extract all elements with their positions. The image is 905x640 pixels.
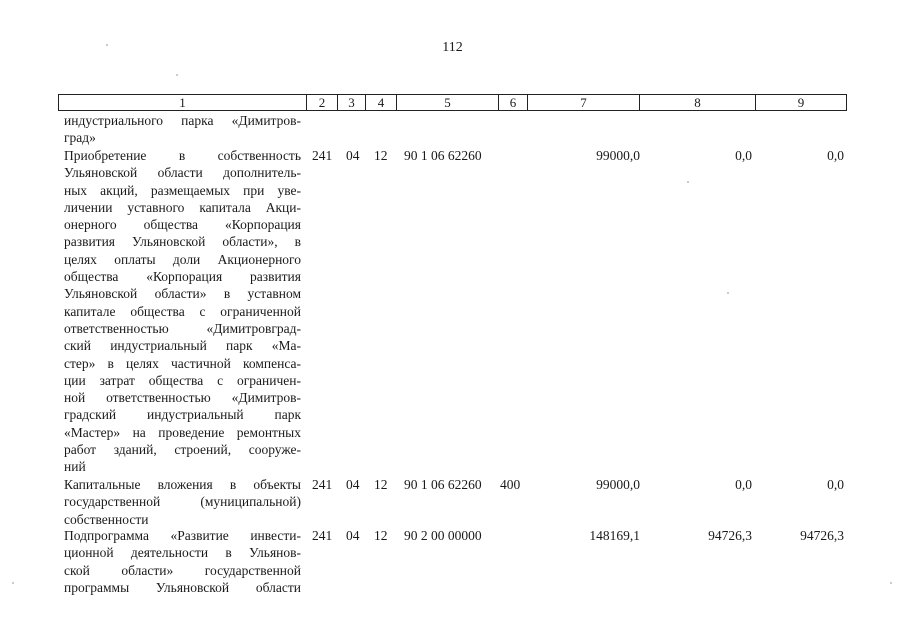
description-line: «Мастер» на проведение ремонтных [64, 424, 301, 440]
cell-target-article: 90 2 00 00000 [404, 528, 482, 543]
description-line: Капитальные вложения в объекты [64, 477, 301, 492]
description-line: ной ответственностью «Димитров- [64, 390, 301, 406]
cell-section: 04 [346, 148, 360, 163]
description-line: ционной деятельности в Ульянов- [64, 545, 301, 561]
description-line: общества «Корпорация развития [64, 269, 301, 285]
description-line: капитале общества с ограниченной [64, 303, 301, 319]
cell-amount-1: 148169,1 [589, 528, 640, 543]
cell-subsection: 12 [374, 477, 388, 492]
cell-amount-2: 0,0 [735, 148, 752, 163]
scan-speck [890, 582, 892, 584]
description-line: ской области» государственной [64, 562, 301, 578]
page-number: 112 [442, 40, 463, 55]
scan-speck [12, 582, 14, 584]
scan-speck [106, 44, 108, 46]
header-col-3: 3 [338, 95, 366, 110]
cell-subsection: 12 [374, 148, 388, 163]
description-line: Подпрограмма «Развитие инвести- [64, 528, 301, 543]
cell-amount-2: 0,0 [735, 477, 752, 492]
description-line: ответственностью «Димитровград- [64, 320, 301, 336]
description-line: государственной (муниципальной) [64, 494, 301, 510]
description-line: Ульяновской области дополнитель- [64, 165, 301, 181]
header-col-9: 9 [797, 95, 805, 110]
header-col-4: 4 [366, 95, 397, 110]
cell-amount-3: 0,0 [827, 477, 844, 492]
header-col-6: 6 [499, 95, 528, 110]
description-line: ных акций, размещаемых при уве- [64, 182, 301, 198]
cell-section: 04 [346, 528, 360, 543]
description-line: Ульяновской области» в уставном [64, 286, 301, 302]
description-line: ний [64, 459, 86, 475]
cell-amount-3: 0,0 [827, 148, 844, 163]
table-row-description [64, 147, 301, 476]
description-line: индустриального парка «Димитров- [64, 113, 301, 128]
description-line: собственности [64, 511, 149, 527]
cell-expense-type: 400 [500, 477, 521, 492]
cell-target-article: 90 1 06 62260 [404, 148, 482, 163]
cell-section: 04 [346, 477, 360, 492]
description-line: стер» в целях частичной компенса- [64, 355, 301, 371]
cell-amount-1: 99000,0 [596, 477, 640, 492]
description-line: развития Ульяновской области», в [64, 234, 301, 250]
cell-grbs: 241 [312, 477, 333, 492]
description-line: личении уставного капитала Акци- [64, 199, 301, 215]
header-col-2: 2 [307, 95, 338, 110]
cell-target-article: 90 1 06 62260 [404, 477, 482, 492]
header-col-8: 8 [640, 95, 756, 110]
scan-speck [176, 74, 178, 76]
description-line: онерного общества «Корпорация [64, 217, 301, 233]
description-line: град» [64, 130, 96, 146]
description-line: Приобретение в собственность [64, 148, 301, 163]
cell-grbs: 241 [312, 148, 333, 163]
scan-speck [687, 181, 689, 183]
cell-amount-1: 99000,0 [596, 148, 640, 163]
description-line: градский индустриальный парк [64, 407, 301, 423]
table-row-description [64, 476, 301, 528]
description-line: ции затрат общества с ограничен- [64, 372, 301, 388]
cell-amount-2: 94726,3 [708, 528, 752, 543]
header-col-1: 1 [59, 95, 307, 110]
description-line: ский индустриальный парк «Ма- [64, 338, 301, 354]
cell-subsection: 12 [374, 528, 388, 543]
table-row-description [64, 112, 301, 147]
description-line: целях оплаты доли Акционерного [64, 251, 301, 267]
description-line: работ зданий, строений, сооруже- [64, 442, 301, 458]
table-row-description [64, 527, 301, 596]
cell-grbs: 241 [312, 528, 333, 543]
description-line: программы Ульяновской области [64, 579, 301, 595]
table-header [58, 94, 847, 111]
scan-speck [727, 292, 729, 294]
header-col-5: 5 [397, 95, 499, 110]
header-col-7: 7 [528, 95, 640, 110]
cell-amount-3: 94726,3 [800, 528, 844, 543]
